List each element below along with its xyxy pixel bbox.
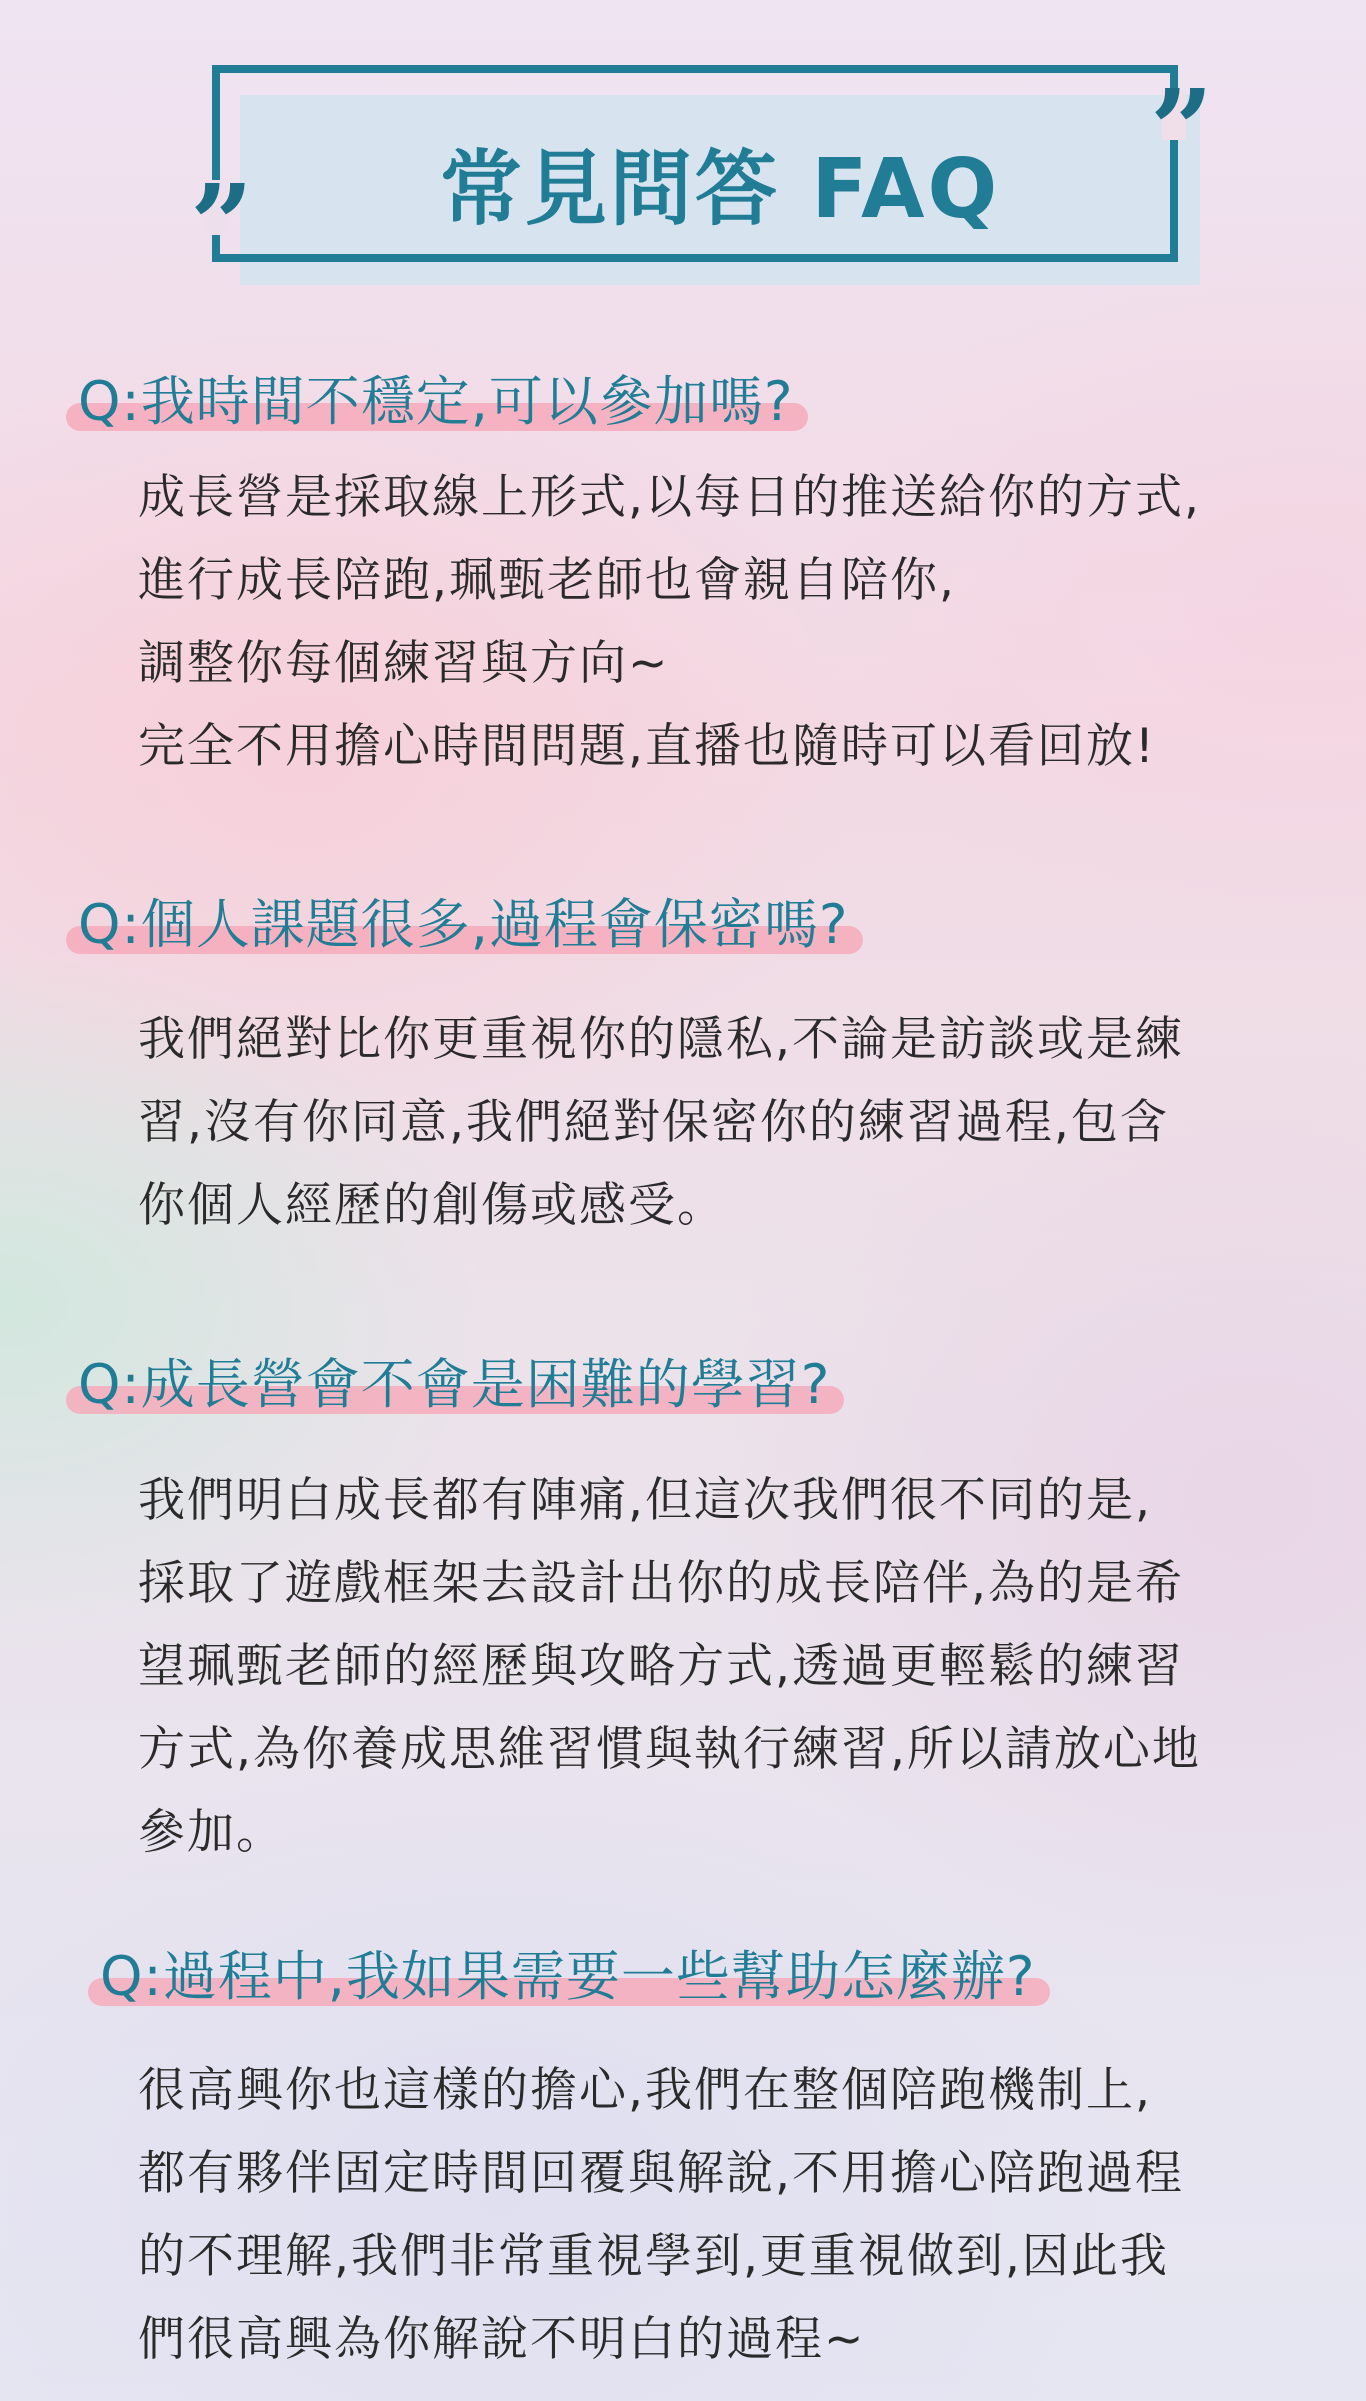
- faq-header: [190, 60, 1214, 300]
- answer-line: 都有夥伴固定時間回覆與解說,不用擔心陪跑過程: [138, 2146, 1184, 2201]
- answer-line: 望珮甄老師的經歷與攻略方式,透過更輕鬆的練習: [138, 1639, 1184, 1694]
- answer-line: 我們明白成長都有陣痛,但這次我們很不同的是,: [138, 1473, 1152, 1528]
- answer-line: 進行成長陪跑,珮甄老師也會親自陪你,: [138, 553, 956, 608]
- faq-question-3: [78, 1353, 830, 1418]
- answer-line: 調整你每個練習與方向~: [138, 636, 670, 691]
- faq-question-text: Q:成長營會不會是困難的學習?: [78, 1353, 831, 1416]
- answer-line: 的不理解,我們非常重視學到,更重視做到,因此我: [138, 2229, 1169, 2284]
- answer-line: 們很高興為你解說不明白的過程~: [138, 2312, 866, 2367]
- answer-line: 採取了遊戲框架去設計出你的成長陪伴,為的是希: [138, 1556, 1184, 1611]
- answer-line: 方式,為你養成思維習慣與執行練習,所以請放心地: [138, 1722, 1201, 1777]
- faq-answer-3: [138, 1459, 1338, 1874]
- faq-question-2: [78, 893, 849, 958]
- page-title: 常見問答 FAQ: [439, 142, 1001, 237]
- faq-question-text: Q:過程中,我如果需要一些幫助怎麼辦?: [100, 1945, 1036, 2008]
- faq-question-text: Q:我時間不穩定,可以參加嗎?: [78, 370, 794, 433]
- faq-answer-4: [138, 2049, 1338, 2381]
- answer-line: 很高興你也這樣的擔心,我們在整個陪跑機制上,: [138, 2063, 1152, 2118]
- answer-line: 完全不用擔心時間問題,直播也隨時可以看回放!: [138, 719, 1156, 774]
- answer-line: 我們絕對比你更重視你的隱私,不論是訪談或是練: [138, 1012, 1184, 1067]
- faq-question-text: Q:個人課題很多,過程會保密嗎?: [78, 893, 849, 956]
- faq-question-1: [78, 370, 794, 435]
- answer-line: 你個人經歷的創傷或感受。: [138, 1178, 726, 1233]
- faq-question-4: [100, 1945, 1036, 2010]
- answer-line: 習,沒有你同意,我們絕對保密你的練習過程,包含: [138, 1095, 1169, 1150]
- quote-left-icon: ”: [190, 160, 254, 289]
- faq-answer-1: [138, 456, 1338, 788]
- faq-answer-2: [138, 998, 1338, 1247]
- quote-right-icon: ”: [1150, 65, 1214, 194]
- answer-line: 成長營是採取線上形式,以每日的推送給你的方式,: [138, 470, 1201, 525]
- answer-line: 參加。: [138, 1805, 285, 1860]
